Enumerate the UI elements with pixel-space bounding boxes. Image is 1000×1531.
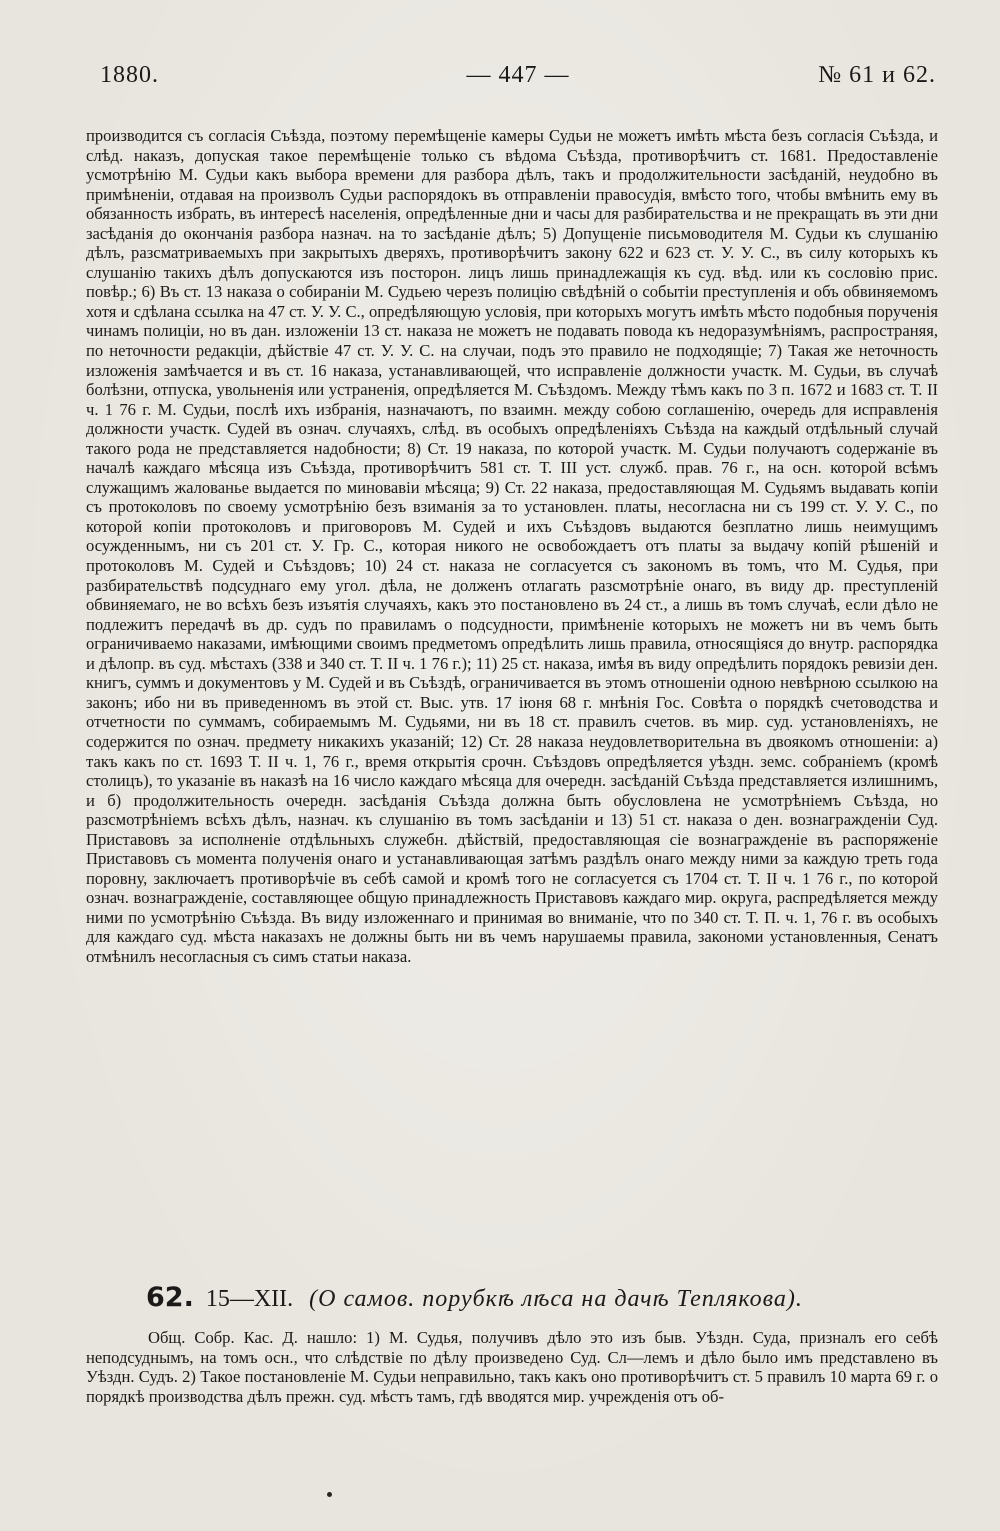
page-year: 1880. (100, 62, 159, 88)
section-text-block (86, 1328, 938, 1406)
section-number: 62. (146, 1282, 194, 1313)
main-paragraph: производится съ согласія Съѣзда, поэтому перемѣщеніе камеры Судьи не можетъ имѣть мѣста безъ согласія Съѣзда, и слѣд. наказъ, допуская такое перемѣщеніе только съ вѣдома Съѣзда, противорѣчитъ ст. 1681. Предоставленіе усмотрѣнію М. Судьи какъ выбора времени для разбора дѣлъ, такъ и продолжительности засѣданій, неудобно въ примѣненіи, отдавая на произволъ Судьи распорядокъ въ отправленіи правосудія, вмѣсто того, чтобы вмѣнить ему въ обязанность избрать, въ интересѣ населенія, опредѣленные дни и часы для разбирательства и не прекращать въ эти дни засѣданія до окончанія разбора назнач. на то засѣданіе дѣлъ; 5) Допущеніе письмоводителя М. Судьи къ слушанію дѣлъ, разсматриваемыхъ при закрытыхъ дверяхъ, противорѣчитъ закону 622 и 623 ст. У. У. С., въ силу которыхъ къ слушанію такихъ дѣлъ допускаются изъ посторон. лицъ лишь принадлежащія къ суд. вѣд. или къ сословію прис. повѣр.; 6) Въ ст. 13 наказа о собираніи М. Судьею черезъ полицію свѣдѣній о событіи преступленія и объ обвиняемомъ хотя и сдѣлана ссылка на 47 ст. У. У. С., опредѣляющую условія, при которыхъ могутъ имѣть мѣсто подобныя порученія чинамъ полиціи, но въ дан. изложеніи 13 ст. наказа не можетъ не подавать повода къ недоразумѣніямъ, распространяя, по неточности редакціи, дѣйствіе 47 ст. У. У. С. на случаи, подъ это правило не подходящіе; 7) Такая же неточность изложенія замѣчается и въ ст. 16 наказа, устанавливающей, что исправленіе должности участк. М. Судьи, въ случаѣ болѣзни, отпуска, увольненія или устраненія, опредѣляется М. Съѣздомъ. Между тѣмъ какъ по 3 п. 1672 и 1683 ст. Т. II ч. 1 76 г. М. Судьи, послѣ ихъ избранія, назначаютъ, по взаимн. между собою соглашенію, очередь для исправленія должности участк. Судей въ означ. случаяхъ, слѣд. въ особыхъ опредѣленіяхъ Съѣзда на каждый отдѣльный случай такого рода не представляется надобности; 8) Ст. 19 наказа, по которой участк. М. Судьи получаютъ содержаніе въ началѣ каждаго мѣсяца изъ Съѣзда, противорѣчитъ 581 ст. Т. III уст. служб. прав. 76 г., на осн. которой всѣмъ служащимъ жалованье выдается по миновавіи мѣсяца; 9) Ст. 22 наказа, предоставляющая М. Судьямъ выдавать копіи съ протоколовъ по своему усмотрѣнію безъ взиманія за то установлен. платы, несогласна ни съ 199 ст. У. У. С., по которой копіи протоколовъ и приговоровъ М. Судей и ихъ Съѣздовъ выдаются безплатно лишь неимущимъ осужденнымъ, ни съ 201 ст. У. Гр. С., которая никого не освобождаетъ отъ платы за выдачу копій рѣшеній и протоколовъ М. Судей и Съѣздовъ; 10) 24 ст. наказа не согласуется съ закономъ въ томъ, что М. Судья, при разбирательствѣ подсуднаго ему угол. дѣла, не долженъ отлагать разсмотрѣніе онаго, въ виду др. преступленій обвиняемаго, не во всѣхъ безъ изъятія случаяхъ, какъ это постановлено въ 24 ст., а лишь въ томъ случаѣ, если дѣло не подлежитъ передачѣ въ др. судъ по правиламъ о подсудности, примѣненіе которыхъ не можетъ ни въ чемъ быть ограничиваемо наказами, имѣющими своимъ предметомъ опредѣлить лишь правила, относящіяся до внутр. распорядка и дѣлопр. въ суд. мѣстахъ (338 и 340 ст. Т. II ч. 1 76 г.); 11) 25 ст. наказа, имѣя въ виду опредѣлить порядокъ ревизіи ден. книгъ, суммъ и документовъ у М. Судей и въ Съѣздѣ, ограничивается въ этомъ отношеніи одною невѣрною ссылкою на законъ; ибо ни въ приведенномъ въ этой ст. Выс. утв. 17 іюня 68 г. мнѣнія Гос. Совѣта о порядкѣ счетоводства и отчетности по суммамъ, собираемымъ М. Судьями, ни въ 18 ст. правилъ счетов. въ мир. суд. установленіяхъ, не содержится по означ. предмету никакихъ указаній; 12) Ст. 28 наказа неудовлетворительна въ двоякомъ отношеніи: а) такъ какъ по ст. 1693 Т. II ч. 1, 76 г., время открытія срочн. Съѣздовъ опредѣляется уѣздн. земс. собраніемъ (кромѣ столицъ), то указаніе въ наказѣ на 16 число каждаго мѣсяца для очередн. засѣданій Съѣзда представляется излишнимъ, и б) продолжительность очередн. засѣданія Съѣзда должна быть обусловлена не усмотрѣніемъ Съѣзда, но разсмотрѣніемъ всѣхъ дѣлъ, назнач. къ слушанію въ томъ засѣданіи и 13) 51 ст. наказа о ден. вознагражденіи Суд. Приставовъ за исполненіе отдѣльныхъ служебн. дѣйствій, предоставляющая сіе вознагражденіе въ распоряженіе Приставовъ съ момента полученія онаго и устанавливающая затѣмъ раздѣлъ онаго между ними за каждую треть года поровну, заключаетъ противорѣчіе въ себѣ самой и кромѣ того не согласуется съ 1704 ст. Т. II ч. 1 76 г., по которой означ. вознагражденіе, составляющее общую принадлежность Приставовъ каждаго мир. округа, распредѣляется между ними по усмотрѣнію Съѣзда. Въ виду изложеннаго и принимая во вниманіе, что по 340 ст. Т. П. ч. 1, 76 г. въ особыхъ для каждаго суд. мѣста наказахъ не должны быть ни въ чемъ нарушаемы правила, закономи установленныя, Сенатъ отмѣнилъ несогласныя съ симъ статьи наказа. (86, 126, 938, 966)
main-text-block (86, 126, 938, 967)
section-date: 15—XII. (205, 1286, 294, 1312)
section-title: (О самов. порубкѣ лѣса на дачѣ Теплякова). (309, 1286, 803, 1312)
ink-speck (327, 1492, 332, 1497)
section-heading (146, 1283, 936, 1314)
page-number: — 447 — (466, 62, 570, 88)
issue-number: № 61 и 62. (818, 62, 936, 88)
page-header (100, 62, 936, 102)
section-paragraph: Общ. Собр. Кас. Д. нашло: 1) М. Судья, получивъ дѣло это изъ быв. Уѣздн. Суда, призналъ его себѣ неподсуднымъ, на томъ осн., что слѣдствіе по дѣлу произведено Суд. Сл—лемъ и дѣло было имъ представлено въ Уѣздн. Судъ. 2) Такое постановленіе М. Судьи неправильно, такъ какъ оно противорѣчитъ ст. 5 правилъ 10 марта 69 г. о порядкѣ производства дѣлъ прежн. суд. мѣстъ тамъ, гдѣ вводятся мир. учрежденія отъ об- (86, 1328, 938, 1406)
